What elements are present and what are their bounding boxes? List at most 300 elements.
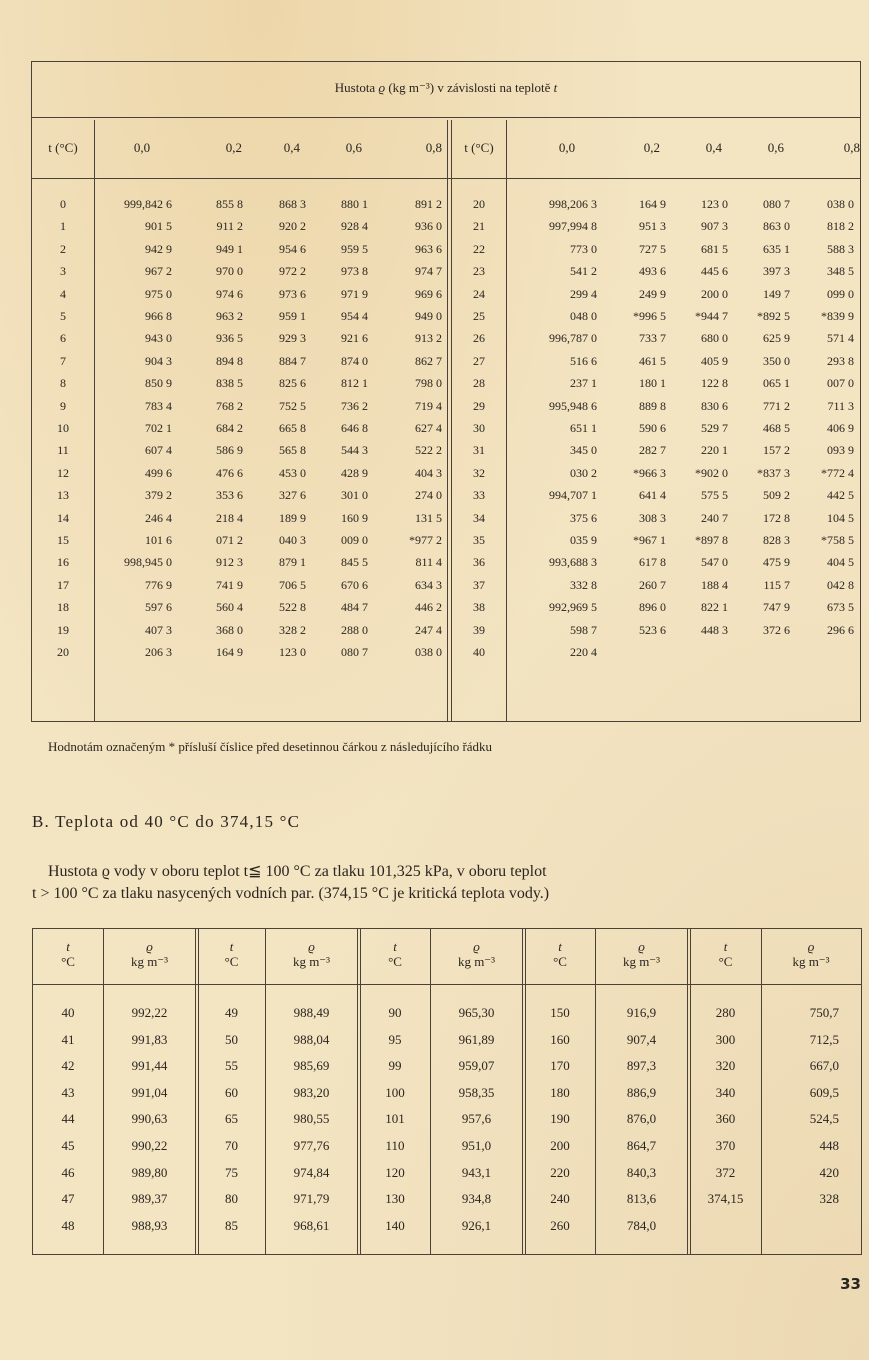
row-temperature: 36 bbox=[473, 555, 485, 570]
density-value: 830 6 bbox=[701, 398, 728, 413]
density-value: 565 8 bbox=[279, 443, 306, 458]
density-value: 967 2 bbox=[145, 264, 172, 279]
density-value: 943 0 bbox=[145, 331, 172, 346]
density-value: 007 0 bbox=[827, 376, 854, 391]
density-value: 784,0 bbox=[626, 1217, 657, 1233]
row-temperature: 40 bbox=[473, 645, 485, 659]
density-value: 879 1 bbox=[279, 555, 306, 570]
density-value: 891 2 bbox=[415, 197, 442, 211]
density-value: 974,84 bbox=[293, 1164, 330, 1180]
density-value: 959,07 bbox=[458, 1058, 495, 1074]
row-temperature: 2 bbox=[60, 241, 66, 256]
density-value: 975 0 bbox=[145, 286, 172, 301]
density-value: 180 1 bbox=[639, 376, 666, 391]
density-value: 575 5 bbox=[701, 488, 728, 503]
density-value: 345 0 bbox=[570, 443, 597, 458]
density-value: 529 7 bbox=[701, 421, 728, 435]
density-value: 038 0 bbox=[415, 645, 442, 659]
density-value: 998,206 3 bbox=[549, 197, 597, 211]
density-value: 936 5 bbox=[216, 331, 243, 346]
header-unit: kg m⁻³ bbox=[792, 954, 830, 969]
column-header: 0,0 bbox=[558, 140, 576, 155]
density-value: 598 7 bbox=[570, 622, 597, 637]
description-line: Hustota ϱ vody v oboru teplot t≦ 100 °C za tlaku 101,325 kPa, v oboru teplot bbox=[48, 863, 547, 880]
row-temperature: 320 bbox=[715, 1058, 736, 1074]
density-value: 445 6 bbox=[701, 264, 728, 279]
density-value: 951,0 bbox=[461, 1138, 492, 1153]
density-value: 635 1 bbox=[763, 241, 790, 256]
density-value: 453 0 bbox=[279, 465, 306, 480]
header-unit: kg m⁻³ bbox=[622, 954, 661, 969]
row-temperature: 49 bbox=[225, 1005, 238, 1020]
footnote: Hodnotám označeným * přísluší číslice před desetinnou čárkou z následujícího řádku bbox=[48, 739, 493, 754]
density-value: 974 6 bbox=[216, 286, 243, 301]
density-value: 407 3 bbox=[145, 622, 172, 637]
row-temperature: 50 bbox=[225, 1031, 238, 1047]
density-value: 990,22 bbox=[131, 1138, 168, 1153]
row-temperature: 29 bbox=[473, 398, 485, 413]
density-value: *837 3 bbox=[757, 465, 790, 480]
density-value: 247 4 bbox=[415, 622, 442, 637]
density-value: 727 5 bbox=[639, 241, 666, 256]
density-value: 442 5 bbox=[827, 488, 854, 503]
row-temperature: 200 bbox=[550, 1138, 570, 1153]
column-header: 0,6 bbox=[767, 140, 784, 155]
density-value: 741 9 bbox=[216, 577, 243, 592]
density-value: 712,5 bbox=[809, 1031, 839, 1047]
density-value: *944 7 bbox=[695, 309, 728, 323]
row-temperature: 70 bbox=[225, 1138, 238, 1153]
row-temperature: 101 bbox=[385, 1111, 405, 1127]
row-temperature: 220 bbox=[550, 1164, 570, 1180]
density-value: 863 0 bbox=[763, 219, 790, 234]
header-unit: °C bbox=[718, 954, 733, 969]
row-temperature: 43 bbox=[61, 1084, 75, 1100]
row-temperature: 16 bbox=[57, 555, 69, 570]
header-unit: °C bbox=[553, 954, 567, 969]
density-value: 260 7 bbox=[639, 577, 666, 592]
density-value: 475 9 bbox=[763, 555, 790, 570]
density-value: 868 3 bbox=[279, 197, 306, 211]
density-value: 825 6 bbox=[279, 376, 306, 391]
density-value: 959 1 bbox=[279, 309, 306, 323]
density-value: *966 3 bbox=[633, 465, 666, 480]
row-temperature: 90 bbox=[388, 1005, 402, 1020]
density-value: *967 1 bbox=[633, 533, 666, 547]
density-value: 971 9 bbox=[341, 286, 368, 301]
density-value: 951 3 bbox=[639, 219, 666, 234]
row-temperature: 37 bbox=[473, 577, 485, 592]
density-value: 468 5 bbox=[763, 421, 790, 435]
row-temperature: 370 bbox=[715, 1138, 736, 1153]
density-value: 093 9 bbox=[827, 443, 854, 458]
header-symbol: t bbox=[229, 939, 234, 954]
row-temperature: 10 bbox=[57, 421, 69, 435]
row-temperature: 6 bbox=[60, 331, 66, 346]
header-symbol: t bbox=[558, 939, 562, 954]
density-value: 328 2 bbox=[279, 622, 306, 637]
density-value: 828 3 bbox=[763, 533, 790, 547]
row-temperature: 31 bbox=[473, 443, 485, 458]
density-value: 560 4 bbox=[216, 600, 243, 615]
section-description bbox=[32, 861, 822, 905]
row-temperature: 39 bbox=[473, 622, 485, 637]
divider bbox=[687, 929, 688, 1254]
header-unit: kg m⁻³ bbox=[457, 954, 496, 969]
row-temperature: 21 bbox=[473, 219, 485, 234]
density-value: 375 6 bbox=[570, 510, 597, 525]
row-temperature: 150 bbox=[550, 1005, 570, 1020]
row-temperature: 48 bbox=[61, 1217, 75, 1233]
density-value: 798 0 bbox=[415, 376, 442, 391]
density-value: 634 3 bbox=[415, 577, 442, 592]
density-value: 149 7 bbox=[763, 286, 790, 301]
density-value: 889 8 bbox=[639, 398, 666, 413]
density-value: *977 2 bbox=[409, 533, 442, 547]
density-value: 042 8 bbox=[827, 577, 854, 592]
column-header: 0,0 bbox=[133, 140, 151, 155]
density-value: 961,89 bbox=[458, 1031, 495, 1047]
row-temperature: 140 bbox=[385, 1217, 405, 1233]
density-value: 929 3 bbox=[279, 331, 306, 346]
section-heading: B. Teplota od 40 °C do 374,15 °C bbox=[32, 812, 301, 831]
density-value: 160 9 bbox=[341, 510, 368, 525]
column-header: 0,8 bbox=[843, 140, 860, 155]
row-temperature: 19 bbox=[57, 622, 69, 637]
density-value: 240 7 bbox=[701, 510, 728, 525]
row-temperature: 280 bbox=[715, 1005, 736, 1020]
density-value: 673 5 bbox=[827, 600, 854, 615]
density-value: 818 2 bbox=[827, 219, 854, 234]
density-value: 911 2 bbox=[216, 219, 243, 234]
row-temperature: 24 bbox=[473, 286, 485, 301]
density-value: 541 2 bbox=[570, 264, 597, 279]
density-value: 301 0 bbox=[341, 488, 368, 503]
row-temperature: 20 bbox=[473, 197, 485, 211]
row-temperature: 12 bbox=[57, 465, 69, 480]
row-temperature: 130 bbox=[385, 1191, 405, 1207]
column-header: 0,8 bbox=[425, 140, 442, 155]
density-value: 131 5 bbox=[415, 510, 442, 525]
density-value: 874 0 bbox=[341, 353, 368, 368]
row-temperature: 4 bbox=[60, 286, 66, 301]
density-value: 988,04 bbox=[293, 1031, 330, 1047]
row-temperature: 27 bbox=[473, 353, 485, 368]
row-temperature: 45 bbox=[61, 1138, 75, 1153]
density-value: 916,9 bbox=[626, 1005, 657, 1020]
row-temperature: 372 bbox=[715, 1164, 736, 1180]
density-value: 963 2 bbox=[216, 309, 243, 323]
header-symbol: ϱ bbox=[807, 939, 815, 954]
density-value: 071 2 bbox=[216, 533, 243, 547]
row-temperature: 240 bbox=[550, 1191, 570, 1207]
row-temperature: 46 bbox=[61, 1164, 75, 1180]
divider bbox=[33, 984, 861, 985]
density-value: 886,9 bbox=[626, 1084, 657, 1100]
density-value: 994,707 1 bbox=[549, 488, 597, 503]
density-value: 912 3 bbox=[216, 555, 243, 570]
divider bbox=[195, 929, 196, 1254]
density-value: 968,61 bbox=[293, 1217, 330, 1233]
density-value: 907 3 bbox=[701, 219, 728, 234]
density-value: *996 5 bbox=[633, 309, 666, 323]
row-temperature: 95 bbox=[388, 1031, 402, 1047]
header-symbol: ϱ bbox=[308, 939, 315, 954]
density-value: 876,0 bbox=[626, 1111, 657, 1127]
caption-text: Hustota bbox=[334, 80, 376, 95]
density-value: 571 4 bbox=[827, 331, 854, 346]
column-header-rho bbox=[430, 939, 523, 969]
column-header-t bbox=[690, 939, 761, 969]
density-value: 904 3 bbox=[145, 353, 172, 368]
row-temperature: 170 bbox=[550, 1058, 570, 1074]
density-value: 894 8 bbox=[216, 353, 243, 368]
row-temperature: 8 bbox=[60, 376, 66, 391]
density-value: 218 4 bbox=[216, 510, 243, 525]
density-value: 958,35 bbox=[458, 1084, 495, 1100]
density-value: 959 5 bbox=[341, 241, 368, 256]
density-value: 928 4 bbox=[341, 219, 368, 234]
header-symbol: ϱ bbox=[473, 939, 480, 954]
row-temperature: 11 bbox=[57, 443, 69, 458]
density-value: 609,5 bbox=[809, 1084, 839, 1100]
row-temperature: 85 bbox=[225, 1217, 238, 1233]
density-value: 164 9 bbox=[216, 645, 243, 659]
row-temperature: 180 bbox=[550, 1084, 570, 1100]
row-temperature: 360 bbox=[715, 1111, 736, 1127]
density-value: 752 5 bbox=[279, 398, 306, 413]
density-value: 516 6 bbox=[570, 353, 597, 368]
density-value: 101 6 bbox=[145, 533, 172, 547]
density-value: 750,7 bbox=[809, 1005, 839, 1020]
row-temperature: 14 bbox=[57, 510, 69, 525]
density-value: 850 9 bbox=[145, 376, 172, 391]
density-value: *897 8 bbox=[695, 533, 728, 547]
row-temperature: 5 bbox=[60, 309, 66, 323]
density-value: 733 7 bbox=[639, 331, 666, 346]
density-value: 771 2 bbox=[763, 398, 790, 413]
density-value: 972 2 bbox=[279, 264, 306, 279]
header-symbol: t bbox=[393, 939, 397, 954]
row-temperature: 34 bbox=[473, 510, 485, 525]
density-value: 646 8 bbox=[341, 421, 368, 435]
density-value: *902 0 bbox=[695, 465, 728, 480]
density-value: 038 0 bbox=[827, 197, 854, 211]
density-value: 993,688 3 bbox=[549, 555, 597, 570]
density-value: 080 7 bbox=[763, 197, 790, 211]
density-value: 522 8 bbox=[279, 600, 306, 615]
density-value: 985,69 bbox=[293, 1058, 330, 1074]
density-value: 220 4 bbox=[570, 645, 597, 659]
density-value: 524,5 bbox=[809, 1111, 839, 1127]
row-temperature: 41 bbox=[61, 1031, 75, 1047]
density-value: 977,76 bbox=[293, 1138, 330, 1153]
column-header-t: t (°C) bbox=[48, 140, 78, 155]
density-value: 702 1 bbox=[145, 421, 172, 435]
row-temperature: 60 bbox=[225, 1084, 238, 1100]
density-value: 988,93 bbox=[131, 1217, 168, 1233]
density-value: 188 4 bbox=[701, 577, 728, 592]
row-temperature: 22 bbox=[473, 241, 485, 256]
density-value: 711 3 bbox=[827, 398, 854, 413]
density-value: 220 1 bbox=[701, 443, 728, 458]
density-value: 974 7 bbox=[415, 264, 442, 279]
density-value: 405 9 bbox=[701, 353, 728, 368]
row-temperature: 42 bbox=[61, 1058, 75, 1074]
density-value: 983,20 bbox=[293, 1084, 330, 1100]
density-value: 157 2 bbox=[763, 443, 790, 458]
density-value: 009 0 bbox=[341, 533, 368, 547]
caption-t: t bbox=[553, 80, 558, 95]
row-temperature: 65 bbox=[225, 1111, 238, 1127]
density-value: 963 6 bbox=[415, 241, 442, 256]
density-value: 406 9 bbox=[827, 421, 854, 435]
density-table-0-40 bbox=[31, 61, 861, 722]
row-temperature: 17 bbox=[57, 577, 69, 592]
row-temperature: 340 bbox=[715, 1084, 736, 1100]
density-value: 681 5 bbox=[701, 241, 728, 256]
density-value: *892 5 bbox=[757, 309, 790, 323]
density-value: 670 6 bbox=[341, 577, 368, 592]
density-value: 812 1 bbox=[341, 376, 368, 391]
density-value: 901 5 bbox=[145, 219, 172, 234]
row-temperature: 80 bbox=[225, 1191, 238, 1207]
density-value: 476 6 bbox=[216, 465, 243, 480]
density-value: 617 8 bbox=[639, 555, 666, 570]
density-value: 461 5 bbox=[639, 353, 666, 368]
density-value: 991,04 bbox=[131, 1084, 168, 1100]
density-value: 783 4 bbox=[145, 398, 172, 413]
column-header-rho bbox=[103, 939, 196, 969]
density-value: 048 0 bbox=[570, 309, 597, 323]
column-header-t bbox=[33, 939, 103, 969]
density-value: 123 0 bbox=[279, 645, 306, 659]
caption-rho: ϱ bbox=[378, 80, 386, 95]
row-temperature: 44 bbox=[61, 1111, 75, 1127]
row-temperature: 35 bbox=[473, 533, 485, 547]
divider bbox=[357, 929, 358, 1254]
density-value: 822 1 bbox=[701, 600, 728, 615]
density-value: 030 2 bbox=[570, 465, 597, 480]
density-value: 499 6 bbox=[145, 465, 172, 480]
density-value: 493 6 bbox=[639, 264, 666, 279]
density-value: 397 3 bbox=[763, 264, 790, 279]
density-value: 957,6 bbox=[461, 1111, 492, 1127]
density-value: 249 9 bbox=[639, 286, 666, 301]
density-value: 996,787 0 bbox=[549, 331, 597, 346]
density-value: 926,1 bbox=[461, 1217, 492, 1233]
column-header: 0,2 bbox=[225, 140, 242, 155]
header-unit: kg m⁻³ bbox=[130, 954, 169, 969]
density-value: 992,969 5 bbox=[549, 600, 597, 615]
density-value: 813,6 bbox=[626, 1191, 657, 1207]
density-value: 989,80 bbox=[131, 1164, 168, 1180]
density-value: 104 5 bbox=[827, 510, 854, 525]
column-header-t bbox=[198, 939, 265, 969]
density-value: 379 2 bbox=[145, 488, 172, 503]
density-value: 586 9 bbox=[216, 443, 243, 458]
density-value: 523 6 bbox=[639, 622, 666, 637]
density-value: 627 4 bbox=[415, 421, 442, 435]
density-value: 404 3 bbox=[415, 465, 442, 480]
density-value: 884 7 bbox=[279, 353, 306, 368]
density-value: 736 2 bbox=[341, 398, 368, 413]
density-value: 484 7 bbox=[341, 600, 368, 615]
description-line: t > 100 °C za tlaku nasycených vodních par. (374,15 °C je kritická teplota vody.) bbox=[32, 885, 550, 902]
density-value: 768 2 bbox=[216, 398, 243, 413]
density-value: 332 8 bbox=[570, 577, 597, 592]
density-value: 372 6 bbox=[763, 622, 790, 637]
density-value: 544 3 bbox=[341, 443, 368, 458]
row-temperature: 32 bbox=[473, 465, 485, 480]
density-value: 896 0 bbox=[639, 600, 666, 615]
density-value: 913 2 bbox=[415, 331, 442, 346]
row-temperature: 23 bbox=[473, 264, 485, 279]
column-header-t bbox=[360, 939, 430, 969]
density-value: 971,79 bbox=[293, 1191, 330, 1207]
table-caption bbox=[32, 80, 860, 96]
divider bbox=[447, 120, 448, 721]
density-value: 327 6 bbox=[279, 488, 306, 503]
density-value: 667,0 bbox=[809, 1058, 839, 1074]
density-value: 706 5 bbox=[279, 577, 306, 592]
row-temperature: 26 bbox=[473, 331, 485, 346]
density-value: 237 1 bbox=[570, 376, 597, 391]
density-value: 966 8 bbox=[145, 309, 172, 323]
density-value: 995,948 6 bbox=[549, 398, 597, 413]
density-value: 942 9 bbox=[145, 241, 172, 256]
row-temperature: 0 bbox=[60, 197, 66, 211]
density-value: 035 9 bbox=[570, 533, 597, 547]
density-value: 998,945 0 bbox=[124, 555, 172, 570]
density-value: 999,842 6 bbox=[124, 197, 172, 211]
density-value: 080 7 bbox=[341, 645, 368, 659]
header-symbol: ϱ bbox=[146, 939, 153, 954]
density-value: 122 8 bbox=[701, 376, 728, 391]
header-symbol: ϱ bbox=[638, 939, 645, 954]
density-value: 651 1 bbox=[570, 421, 597, 435]
density-value: 719 4 bbox=[415, 398, 442, 413]
density-value: 811 4 bbox=[415, 555, 442, 570]
row-temperature: 120 bbox=[385, 1164, 405, 1180]
density-value: 988,49 bbox=[293, 1005, 330, 1020]
density-value: 921 6 bbox=[341, 331, 368, 346]
density-value: 588 3 bbox=[827, 241, 854, 256]
density-value: 776 9 bbox=[145, 577, 172, 592]
density-value: 991,44 bbox=[131, 1058, 168, 1074]
row-temperature: 260 bbox=[550, 1217, 570, 1233]
density-value: 200 0 bbox=[701, 286, 728, 301]
density-value: 943,1 bbox=[461, 1164, 492, 1180]
column-header: 0,4 bbox=[283, 140, 300, 155]
density-value: 206 3 bbox=[145, 645, 172, 659]
density-value: 115 7 bbox=[763, 577, 790, 592]
row-temperature: 40 bbox=[61, 1005, 75, 1020]
row-temperature: 30 bbox=[473, 421, 485, 435]
density-value: 992,22 bbox=[131, 1005, 168, 1020]
density-value: 509 2 bbox=[763, 488, 790, 503]
row-temperature: 1 bbox=[60, 219, 66, 234]
density-value: 328 bbox=[819, 1191, 839, 1207]
density-value: 274 0 bbox=[415, 488, 442, 503]
row-temperature: 18 bbox=[57, 600, 69, 615]
density-value: 665 8 bbox=[279, 421, 306, 435]
row-temperature: 28 bbox=[473, 376, 485, 391]
row-temperature: 99 bbox=[388, 1058, 402, 1074]
density-value: 980,55 bbox=[293, 1111, 330, 1127]
density-value: 590 6 bbox=[639, 421, 666, 435]
density-value: 990,63 bbox=[131, 1111, 168, 1127]
